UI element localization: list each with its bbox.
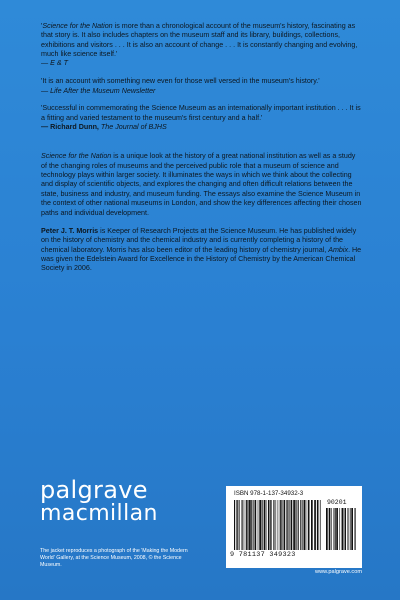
barcode-bar — [259, 500, 261, 550]
barcode-bar — [335, 508, 336, 550]
barcode-bar — [336, 508, 338, 550]
barcode-bar — [262, 500, 263, 550]
barcode-bar — [268, 500, 269, 550]
barcode-bar — [287, 500, 288, 550]
barcode-bar — [278, 500, 279, 550]
barcode-bar — [314, 500, 316, 550]
barcode-bar — [311, 500, 313, 550]
quote-1-text: is more than a chronological account of the museum's history, fascinating as that story is. It also includes chapters on the museum staff and its library, buildings, collections, exhibitions and visitors . . . It is also an account of change . . . It is constantly changing and evolving, much like science itself.' — [41, 22, 358, 59]
quote-2 — [41, 77, 363, 96]
barcode-bar — [339, 508, 340, 550]
text-column — [41, 22, 363, 274]
barcode-bar — [264, 500, 266, 550]
barcode-bar — [319, 500, 320, 550]
barcode-bar — [249, 500, 251, 550]
barcode-bar — [306, 500, 307, 550]
logo-line-palgrave: palgrave — [40, 476, 148, 504]
barcode-bar — [284, 500, 286, 550]
quote-2-text: 'It is an account with something new even for those well versed in the museum's history.' — [41, 77, 320, 86]
barcode-bar — [298, 500, 299, 550]
barcode-bar — [300, 500, 301, 550]
barcode-bar — [244, 500, 245, 550]
barcode-bar — [350, 508, 351, 550]
quote-3-attribution-source: The Journal of BJHS — [100, 123, 167, 132]
barcode-bar — [251, 500, 252, 550]
barcode-bar — [351, 508, 353, 550]
barcode-bar — [348, 508, 349, 550]
quote-1-attribution: — E & T — [41, 59, 68, 68]
barcode-bar — [349, 508, 350, 550]
barcode-bar — [295, 500, 296, 550]
barcode-bar — [329, 508, 331, 550]
isbn-text: ISBN 978-1-137-34932-3 — [234, 490, 304, 497]
barcode-bar — [280, 500, 281, 550]
barcode-bar — [242, 500, 243, 550]
barcode-bar — [320, 500, 321, 550]
bio-journal: Ambix — [328, 245, 349, 254]
barcode-bar — [326, 508, 328, 550]
barcode-bar — [291, 500, 293, 550]
book-description — [41, 152, 363, 217]
description-text: is a unique look at the history of a great national institution as well as a study of the changing roles of museums and the perceived public role that a museum of science and technology plays within larger society. It illuminates the ways in which we think about the collecting and display of scientific objects, and explores the changing and often difficult relations between the state, business and industry, and museum funding. The essays also examine the Science Museum in the context of other national museums in London, and show the key differences affecting their chosen paths and individual development. — [41, 152, 362, 217]
barcode-bar — [345, 508, 346, 550]
barcode-bar — [258, 500, 259, 550]
barcode-addon-bars — [326, 508, 356, 550]
barcode-bar — [289, 500, 290, 550]
publisher-logo — [40, 478, 158, 526]
barcode-bar — [236, 500, 237, 550]
barcode-bar — [308, 500, 310, 550]
description-title: Science for the Nation — [41, 152, 112, 161]
barcode-bar — [281, 500, 282, 550]
barcode-bars — [234, 500, 322, 550]
barcode-bar — [344, 508, 345, 550]
logo-line-macmillan: macmillan — [40, 501, 158, 526]
barcode-bar — [342, 508, 344, 550]
barcode-bar — [234, 500, 235, 550]
bio-text-1: is Keeper of Research Projects at the Science Museum. He has published widely on the history of chemistry and the chemical industry and is currently completing a history of the chemical laboratory. Morris has also been editor of the leading history of chemistry journal, — [41, 226, 357, 254]
barcode-bar — [302, 500, 303, 550]
jacket-credit: The jacket reproduces a photograph of the 'Making the Modern World' Gallery, at the Science Museum, 2008, © the Science Museum. — [40, 548, 188, 568]
barcode-bar — [276, 500, 277, 550]
quote-3-attribution-name: — Richard Dunn, — [41, 123, 99, 132]
barcode-bar — [266, 500, 267, 550]
barcode-bar — [286, 500, 287, 550]
barcode-bar — [293, 500, 295, 550]
barcode-bar — [270, 500, 271, 550]
barcode-bar — [273, 500, 274, 550]
barcode-digits: 9 781137 349323 — [230, 551, 296, 559]
barcode-bar — [317, 500, 318, 550]
barcode-bar — [255, 500, 257, 550]
quote-2-attribution: — Life After the Museum Newsletter — [41, 86, 156, 95]
barcode-addon-number: 90201 — [327, 499, 347, 506]
barcode-bar — [239, 500, 240, 550]
quote-3 — [41, 104, 363, 132]
barcode-bar — [355, 508, 356, 550]
author-name: Peter J. T. Morris — [41, 226, 99, 235]
barcode-bar — [247, 500, 248, 550]
quote-3-text: 'Successful in commemorating the Science Museum as an internationally important institution . . . It is a fitting and varied testament to the museum's first century and a half.' — [41, 104, 361, 122]
barcode-box — [226, 486, 362, 568]
bio-text-2: . He was given the Edelstein Award for Excellence in the History of Chemistry by the American Chemical Society in 2006. — [41, 245, 362, 273]
barcode-bar — [253, 500, 254, 550]
barcode-bar — [334, 508, 335, 550]
barcode-bar — [237, 500, 238, 550]
publisher-url: www.palgrave.com — [315, 569, 362, 575]
barcode-bar — [304, 500, 306, 550]
quote-1: 'Science for the Nation is more than a chronological account of the museum's history, fascinating as that story is. It also includes chapters on the museum staff and its library, buildings, collections, exhibitions and visitors . . . It is also an account of change . . . It is constantly changing and evolving, much like science itself.' — E & T — [41, 22, 358, 68]
barcode-bar — [271, 500, 272, 550]
barcode-bar — [331, 508, 332, 550]
barcode-bar — [246, 500, 247, 550]
quote-1-title: Science for the Nation — [42, 22, 113, 30]
author-bio — [41, 227, 363, 274]
